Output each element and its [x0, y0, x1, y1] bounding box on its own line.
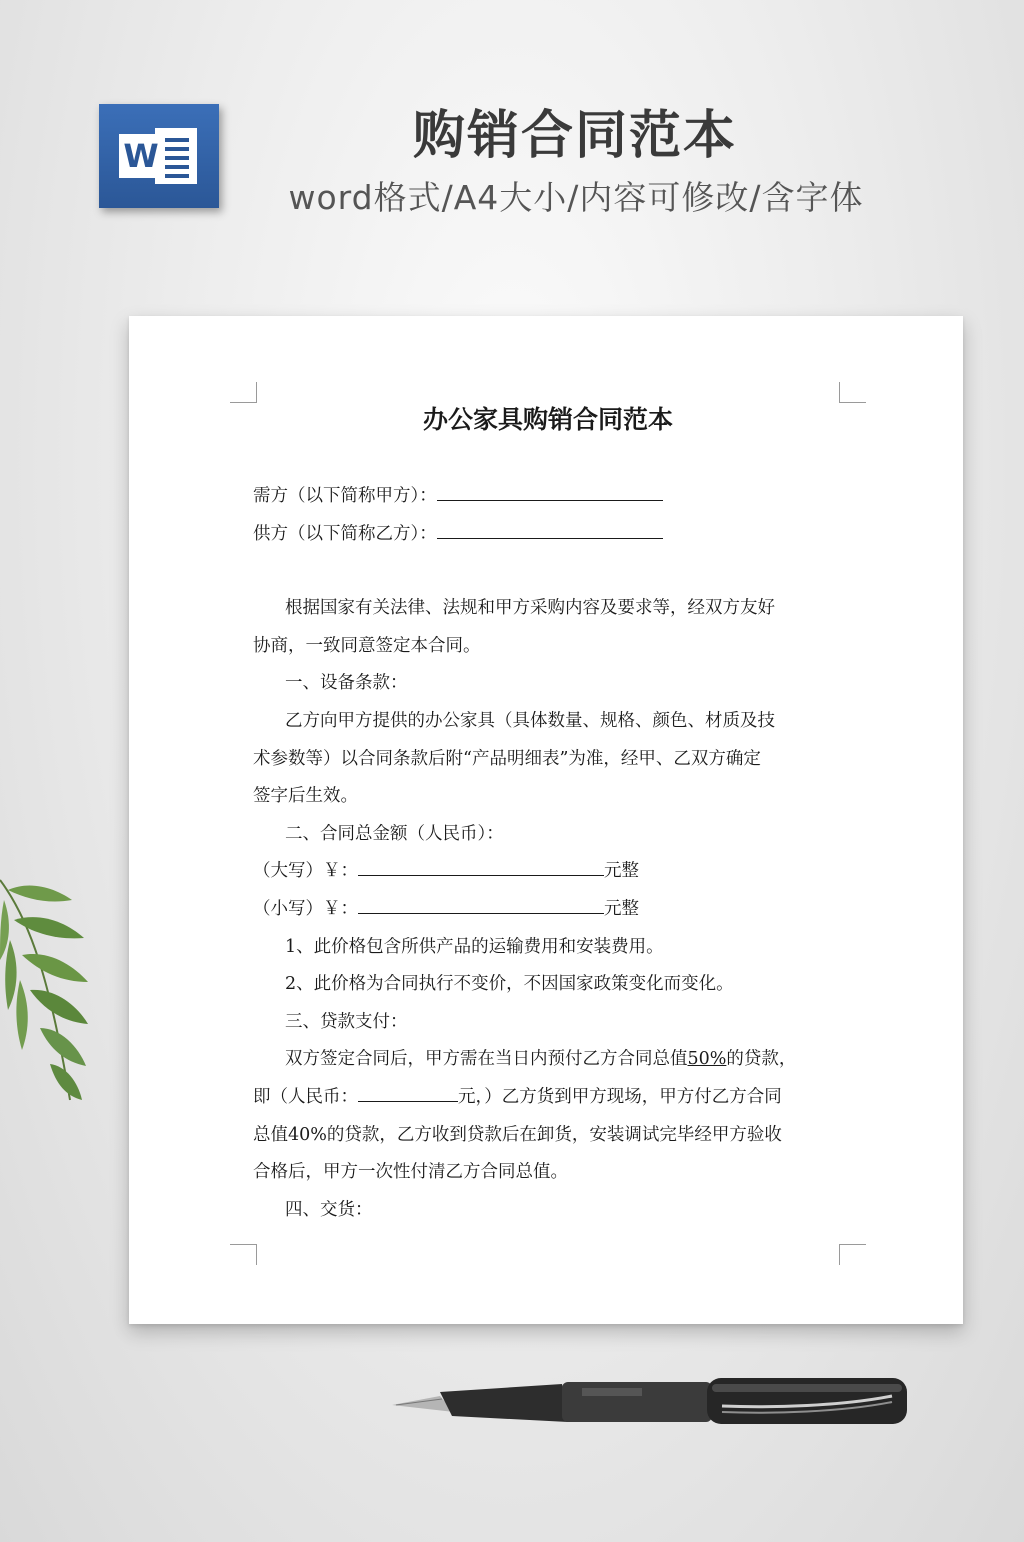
- payment-line-4: 合格后，甲方一次性付清乙方合同总值。: [253, 1162, 568, 1183]
- document-title: 办公家具购销合同范本: [422, 405, 673, 434]
- amount-lower-blank: [358, 899, 604, 914]
- section2-heading: 二、合同总金额（人民币）：: [285, 823, 504, 844]
- amount-lower-line: [253, 891, 843, 929]
- payment-line-2: [253, 1079, 843, 1117]
- section1-line-1: 乙方向甲方提供的办公家具（具体数量、规格、颜色、材质及技: [285, 710, 775, 731]
- price-note-2: 2、此价格为合同执行不变价，不因国家政策变化而变化。: [285, 974, 734, 995]
- intro-line-2: 协商，一致同意签定本合同。: [253, 635, 481, 656]
- section3-heading: 三、贷款支付：: [285, 1011, 408, 1032]
- payment-line-1: [253, 1041, 843, 1079]
- payment-line-2-start: 即（人民币：: [253, 1086, 358, 1107]
- payment-line-1-end: 的贷款，: [726, 1049, 797, 1070]
- buyer-label: 需方（以下简称甲方）：: [253, 486, 437, 506]
- amount-upper-suffix: 元整: [604, 861, 639, 882]
- buyer-line: [253, 478, 843, 516]
- price-note-1: 1、此价格包含所供产品的运输费用和安装费用。: [285, 936, 664, 957]
- document-page: [129, 316, 963, 1324]
- corner-mark-bottom-left: [230, 1244, 257, 1265]
- amount-lower-label: （小写）￥：: [253, 898, 358, 919]
- amount-upper-blank: [358, 861, 604, 876]
- section1-line-2: 术参数等）以合同条款后附“产品明细表”为准，经甲、乙双方确定: [253, 748, 761, 769]
- word-logo-icon: [99, 104, 219, 208]
- payment-amount-blank: [358, 1087, 458, 1102]
- amount-lower-suffix: 元整: [604, 898, 639, 919]
- payment-line-3: 总值40%的贷款，乙方收到贷款后在卸货，安装调试完毕经甲方验收: [253, 1124, 782, 1145]
- corner-mark-top-right: [839, 382, 866, 403]
- corner-mark-bottom-right: [839, 1244, 866, 1265]
- seller-line: [253, 516, 843, 554]
- page-title: 购销合同范本: [412, 106, 737, 166]
- intro-line-1: 根据国家有关法律、法规和甲方采购内容及要求等，经双方友好: [285, 598, 775, 619]
- payment-line-2-end: 元，）乙方货到甲方现场，甲方付乙方合同: [458, 1086, 782, 1107]
- seller-label: 供方（以下简称乙方）：: [253, 523, 437, 544]
- page-subtitle: word格式/A4大小/内容可修改/含字体: [288, 178, 864, 217]
- amount-upper-label: （大写）￥：: [253, 861, 358, 882]
- section4-heading: 四、交货：: [285, 1199, 373, 1220]
- payment-line-1-start: 双方签定合同后，甲方需在当日内预付乙方合同总值: [285, 1049, 688, 1070]
- leaf-icon: [0, 860, 90, 1130]
- logo-letter: W: [119, 134, 163, 178]
- section1-heading: 一、设备条款：: [285, 673, 408, 694]
- document-body: [253, 400, 843, 1229]
- buyer-blank: [437, 486, 663, 501]
- prepay-percent: 50%: [687, 1049, 727, 1070]
- fountain-pen-icon: [392, 1368, 912, 1428]
- section1-line-3: 签字后生效。: [253, 786, 358, 807]
- seller-blank: [437, 524, 663, 539]
- amount-upper-line: [253, 853, 843, 891]
